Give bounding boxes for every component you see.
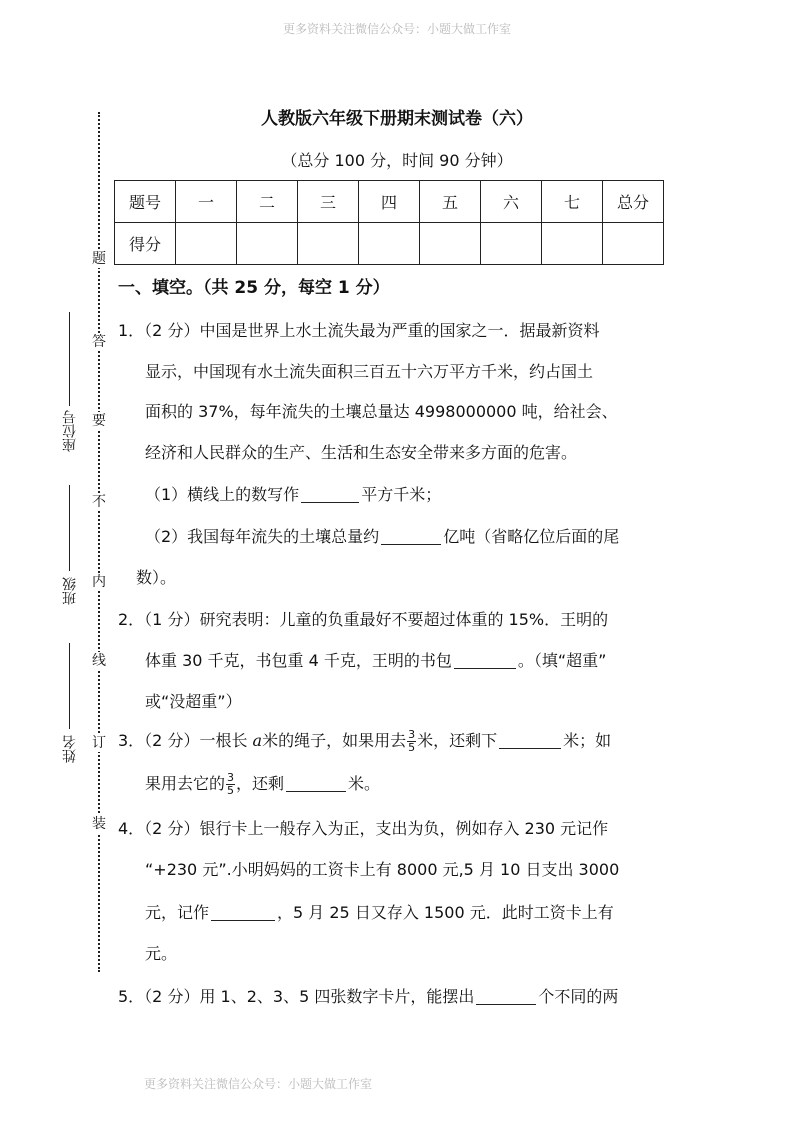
score-header-cell: 题号	[115, 181, 176, 223]
q1-sub2-text-a: （2）我国每年流失的土壤总量约	[145, 527, 380, 546]
q1-line-1: 1．（2 分）中国是世界上水土流失最为严重的国家之一．据最新资料	[118, 321, 600, 340]
answer-blank[interactable]	[454, 652, 516, 669]
score-header-cell: 五	[420, 181, 481, 223]
margin-char-2: 答	[88, 333, 110, 351]
q2-text-b: 。（填“超重”	[517, 651, 607, 670]
score-header-cell: 六	[481, 181, 542, 223]
q5-line-1	[118, 986, 618, 1008]
q1-sub-1	[145, 484, 441, 506]
q3-text-f: ，还剩	[236, 774, 285, 793]
q1-line-4: 经济和人民群众的生产、生活和生态安全带来多方面的危害。	[145, 443, 578, 462]
q1-line-2: 显示，中国现有水土流失面积三百五十六万平方千米，约占国土	[145, 362, 594, 381]
q3-text-g: 米。	[348, 774, 381, 793]
name-line	[69, 643, 70, 729]
answer-blank[interactable]	[499, 732, 561, 749]
q2-line-2	[145, 650, 606, 672]
q4-text-b: ，5 月 25 日又存入 1500 元．此时工资卡上有	[277, 903, 614, 922]
margin-char-7: 订	[88, 734, 110, 752]
score-table-header-row	[115, 181, 664, 223]
q2-text-a: 体重 30 千克，书包重 4 千克，王明的书包	[145, 651, 452, 670]
margin-char-5: 内	[88, 573, 110, 591]
margin-char-1: 题	[88, 250, 110, 268]
margin-char-8: 装	[88, 815, 110, 833]
q1-sub2-text-b: 亿吨（省略亿位后面的尾	[443, 527, 620, 546]
answer-blank[interactable]	[301, 486, 359, 503]
q3-text-c: 米，还剩下	[417, 731, 498, 750]
answer-blank[interactable]	[211, 904, 275, 921]
q2-line-3: 或“没超重”）	[145, 692, 242, 711]
fraction-numerator: 3	[408, 728, 416, 741]
score-cell[interactable]	[237, 223, 298, 265]
score-cell[interactable]	[481, 223, 542, 265]
score-cell[interactable]	[603, 223, 664, 265]
answer-blank[interactable]	[286, 775, 346, 792]
name-label: 姓名	[62, 735, 78, 763]
class-label: 班级	[62, 577, 78, 605]
page-title: 人教版六年级下册期末测试卷（六）	[261, 109, 533, 129]
score-header-cell: 七	[542, 181, 603, 223]
score-cell[interactable]	[359, 223, 420, 265]
margin-char-4: 不	[88, 493, 110, 511]
score-cell[interactable]	[542, 223, 603, 265]
page-subtitle: （总分 100 分，时间 90 分钟）	[281, 151, 513, 170]
margin-char-3: 要	[88, 412, 110, 430]
fraction-denominator: 5	[227, 784, 235, 797]
answer-blank[interactable]	[476, 988, 536, 1005]
q3-text-b: 米的绳子，如果用去	[262, 731, 407, 750]
score-cell[interactable]	[298, 223, 359, 265]
q3-text-e: 果用去它的	[145, 774, 226, 793]
score-header-cell: 总分	[603, 181, 664, 223]
q5-text-b: 个不同的两	[538, 987, 619, 1006]
score-cell[interactable]	[176, 223, 237, 265]
fraction-numerator: 3	[227, 771, 235, 784]
watermark-bottom: 更多资料关注微信公众号：小题大做工作室	[144, 1077, 373, 1091]
q5-text-a: 5．（2 分）用 1、2、3、5 四张数字卡片，能摆出	[118, 987, 475, 1006]
binding-dotted-line	[98, 112, 100, 972]
q3-text-a: 3．（2 分）一根长	[118, 731, 248, 750]
watermark-top: 更多资料关注微信公众号：小题大做工作室	[282, 22, 511, 36]
seat-number-line	[69, 312, 70, 406]
q1-sub-2-cont: 数）。	[136, 568, 177, 587]
seat-number-field	[58, 312, 82, 460]
answer-blank[interactable]	[381, 528, 441, 545]
score-header-cell: 一	[176, 181, 237, 223]
class-field	[58, 485, 82, 613]
q4-line-3	[145, 902, 614, 924]
q2-line-1: 2．（1 分）研究表明：儿童的负重最好不要超过体重的 15%．王明的	[118, 610, 609, 629]
q4-line-4: 元。	[145, 944, 178, 963]
score-header-cell: 四	[359, 181, 420, 223]
q1-sub1-text-a: （1）横线上的数写作	[145, 485, 300, 504]
score-table	[114, 180, 664, 265]
q4-line-1: 4．（2 分）银行卡上一般存入为正，支出为负，例如存入 230 元记作	[118, 819, 609, 838]
score-header-cell: 二	[237, 181, 298, 223]
margin-char-6: 线	[88, 652, 110, 670]
q3-line-2	[145, 772, 380, 797]
q3-text-d: 米；如	[563, 731, 612, 750]
score-table-score-row	[115, 223, 664, 265]
fraction-three-fifths	[407, 729, 416, 754]
q1-sub1-text-b: 平方千米；	[361, 485, 442, 504]
score-header-cell: 三	[298, 181, 359, 223]
q4-line-2: “+230 元”.小明妈妈的工资卡上有 8000 元,5 月 10 日支出 3000	[145, 860, 620, 879]
seat-number-label: 座位号	[62, 410, 78, 452]
q1-sub-2	[145, 526, 619, 548]
fraction-three-fifths	[226, 772, 235, 797]
q1-line-3: 面积的 37%，每年流失的土壤总量达 4998000000 吨，给社会、	[145, 402, 618, 421]
score-cell[interactable]	[420, 223, 481, 265]
class-line	[69, 485, 70, 571]
q3-variable-a: a	[252, 731, 263, 750]
q3-line-1	[118, 729, 611, 754]
section-1-heading: 一、填空。（共 25 分，每空 1 分）	[118, 278, 390, 298]
name-field	[58, 643, 82, 768]
score-row-label: 得分	[115, 223, 176, 265]
fraction-denominator: 5	[408, 741, 416, 754]
q4-text-a: 元，记作	[145, 903, 210, 922]
